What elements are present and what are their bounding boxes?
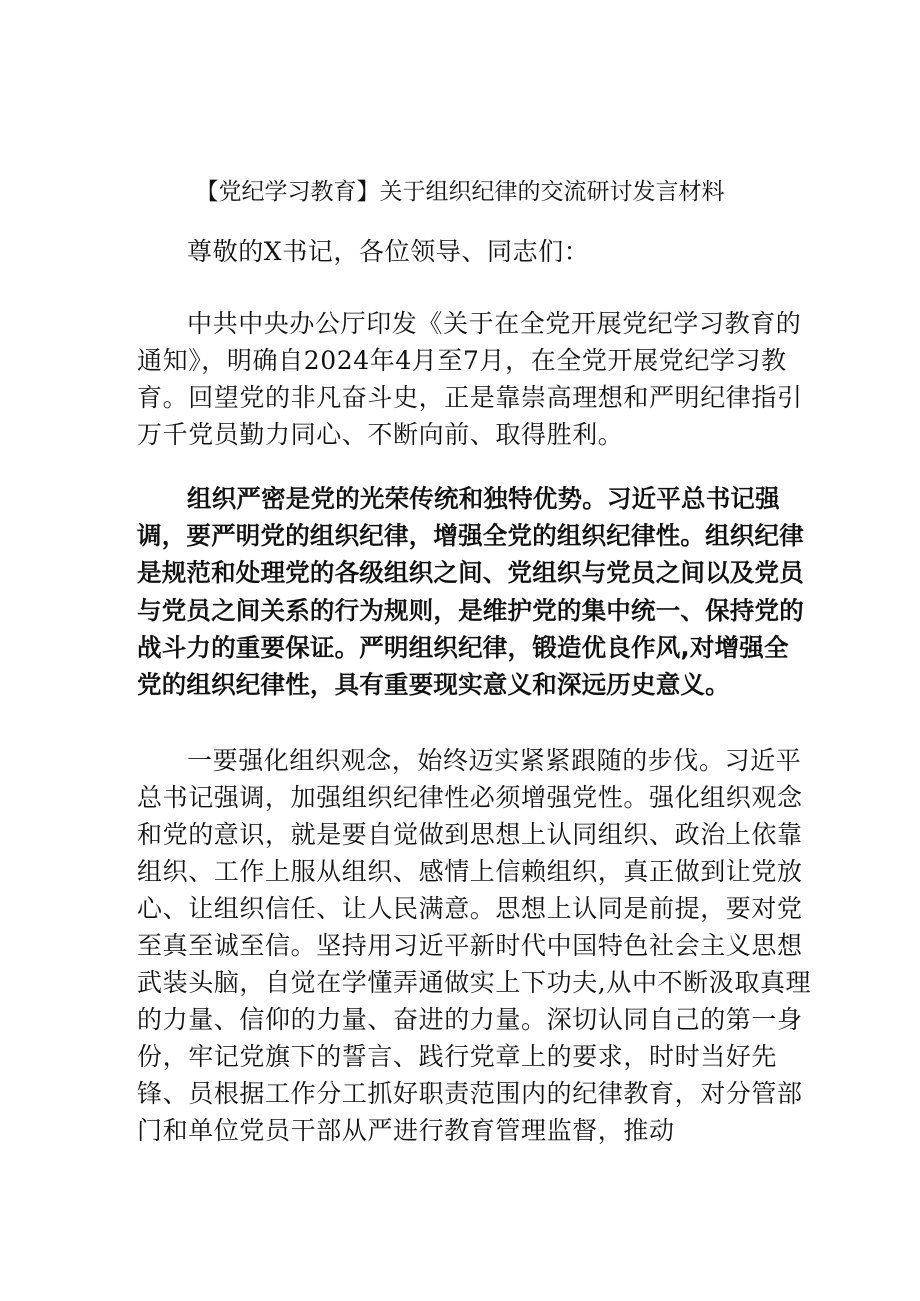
document-title: 【党纪学习教育】关于组织纪律的交流研讨发言材料	[195, 179, 725, 205]
greeting-paragraph: 尊敬的X书记，各位领导、同志们：	[187, 237, 590, 266]
first-point-paragraph: 一要强化组织观念，始终迈实紧紧跟随的步伐。习近平总书记强调，加强组织纪律性必须增强党性。强化组织观念和党的意识，就是要自觉做到思想上认同组织、政治上依靠组织、工作上服从组织、感情上信赖组织，真正做到让党放心、让组织信任、让人民满意。思想上认同是前提，要对党至真至诚至信。坚持用习近平新时代中国特色社会主义思想武装头脑，自觉在学懂弄通做实上下功夫,从中不断汲取真理的力量、信仰的力量、奋进的力量。深切认同自己的第一身份，牢记党旗下的誓言、践行党章上的要求，时时当好先锋、员根据工作分工抓好职责范围内的纪律教育，对分管部门和单位党员干部从严进行教育管理监督，推动	[137, 746, 812, 1145]
organization-discipline-paragraph: 组织严密是党的光荣传统和独特优势。习近平总书记强调，要严明党的组织纪律，增强全党的组织纪律性。组织纪律是规范和处理党的各级组织之间、党组织与党员之间以及党员与党员之间关系的行为规则，是维护党的集中统一、保持党的战斗力的重要保证。严明组织纪律，锻造优良作风,对增强全党的组织纪律性，具有重要现实意义和深远历史意义。	[137, 484, 804, 700]
intro-paragraph: 中共中央办公厅印发《关于在全党开展党纪学习教育的通知》，明确自2024年4月至7月，在全党开展党纪学习教育。回望党的非凡奋斗史，正是靠崇高理想和严明纪律指引万千党员勤力同心、不断向前、取得胜利。	[137, 309, 803, 449]
